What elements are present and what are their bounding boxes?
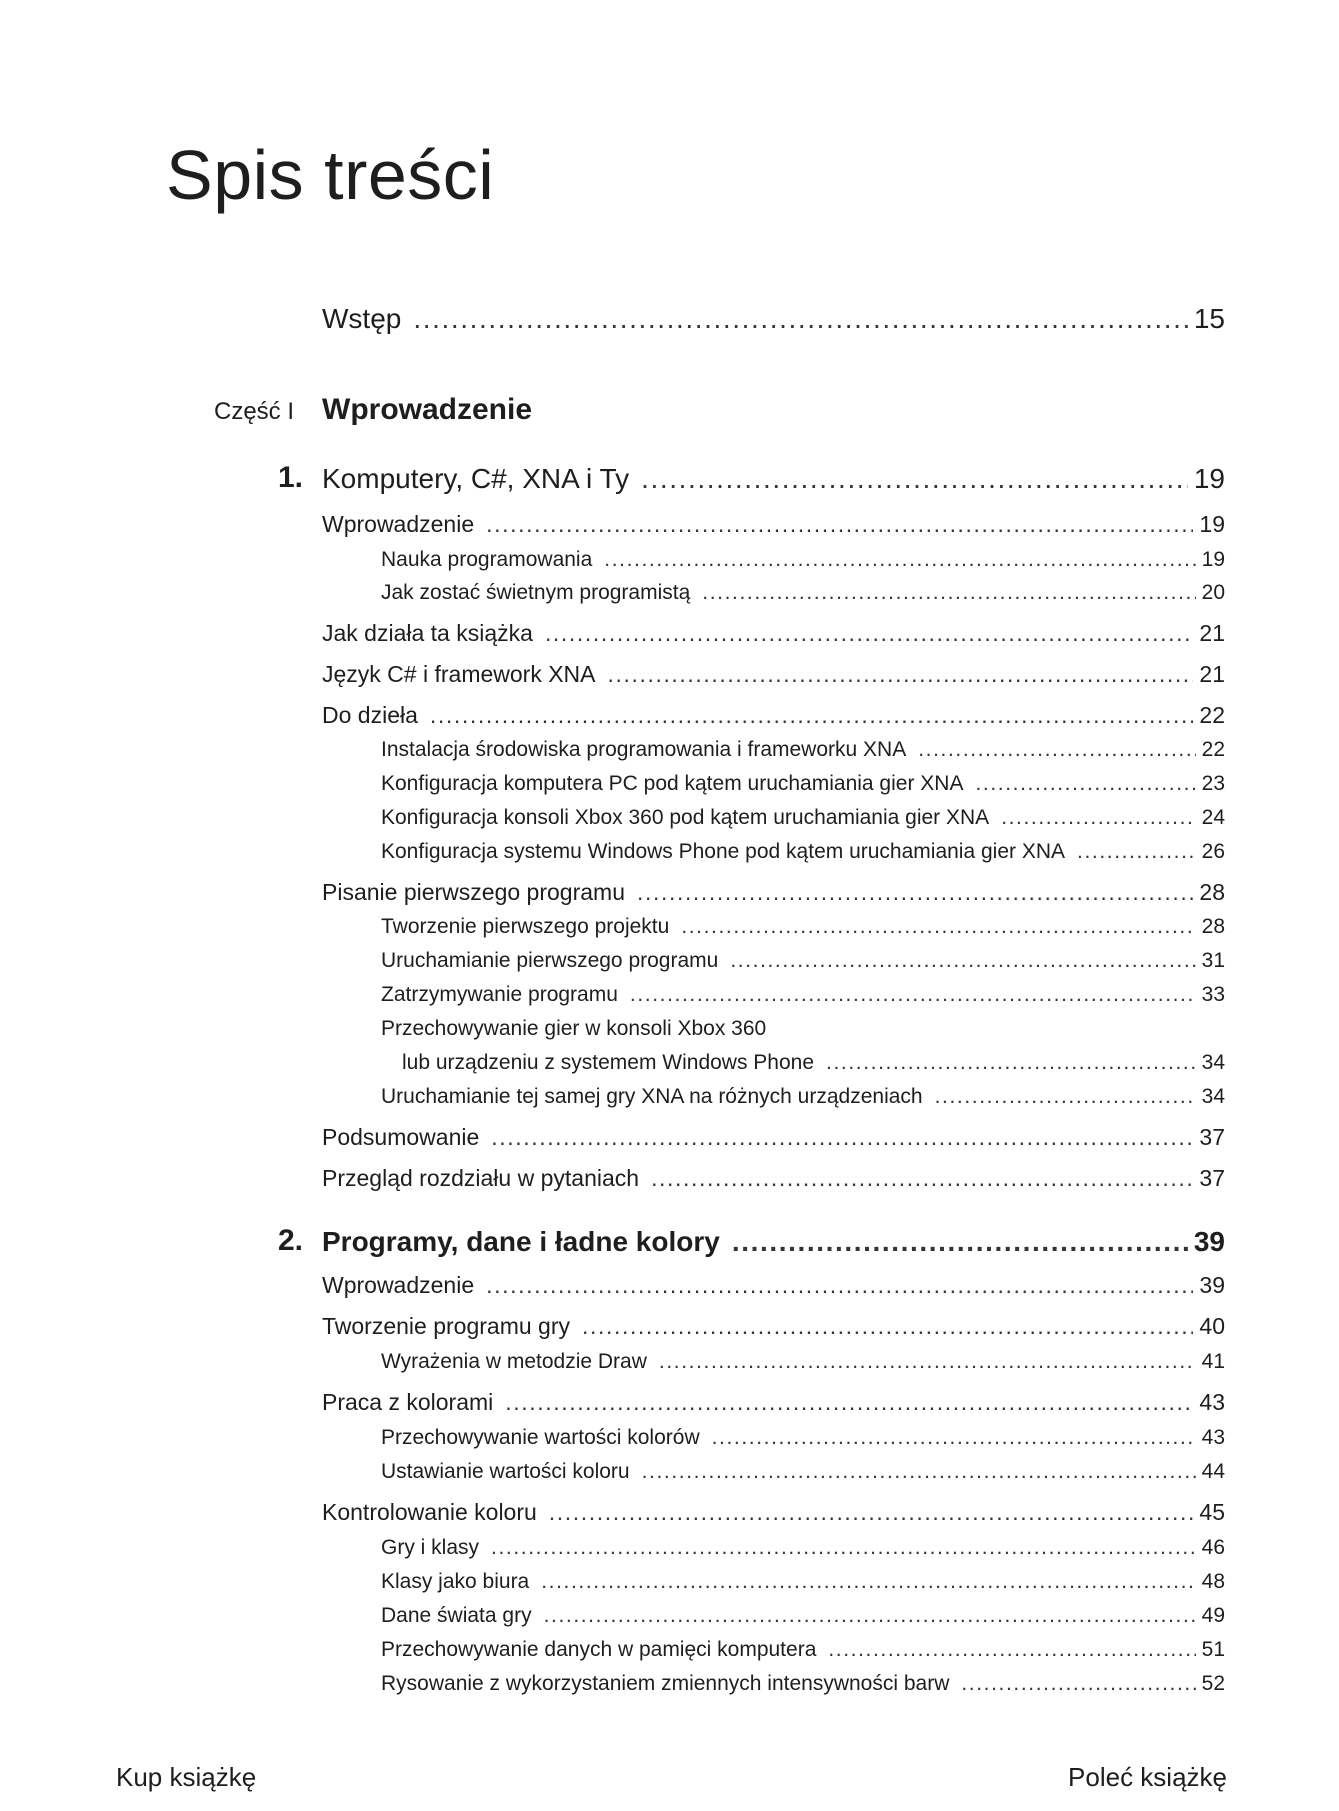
toc-entry-section[interactable] [322, 702, 1225, 729]
toc-entry-subsection[interactable] [381, 738, 1225, 762]
toc-entry-page: 45 [1199, 1499, 1225, 1525]
toc-entry-label: Język C# i framework XNA [322, 661, 596, 687]
toc-entry-page: 37 [1199, 1165, 1225, 1191]
dot-leader [582, 1313, 1193, 1340]
toc-entry-page: 43 [1199, 1389, 1225, 1415]
toc-entry-label: Wyrażenia w metodzie Draw [381, 1350, 647, 1373]
toc-entry-preface[interactable] [322, 303, 1225, 335]
toc-entry-label: Jak zostać świetnym programistą [381, 581, 691, 604]
toc-entry-label: Wprowadzenie [322, 511, 475, 537]
dot-leader [549, 1499, 1194, 1526]
dot-leader [730, 949, 1195, 973]
toc-entry-page: 31 [1201, 949, 1225, 972]
dot-leader [826, 1051, 1196, 1075]
dot-leader [544, 1604, 1196, 1628]
toc-entry-label: Praca z kolorami [322, 1389, 494, 1415]
dot-leader [486, 1272, 1193, 1299]
toc-entry-page: 43 [1201, 1426, 1225, 1449]
toc-entry-page: 26 [1201, 840, 1225, 863]
dot-leader [505, 1389, 1193, 1416]
dot-leader [1001, 806, 1195, 830]
toc-entry-label: Zatrzymywanie programu [381, 983, 618, 1006]
toc-entry-page: 22 [1201, 738, 1225, 761]
dot-leader [486, 511, 1193, 538]
dot-leader [413, 303, 1187, 335]
toc-entry-label: Klasy jako biura [381, 1570, 530, 1593]
chapter-number: 1. [277, 461, 303, 494]
toc-entry-label: Wstęp [322, 303, 402, 334]
toc-entry-page: 40 [1199, 1313, 1225, 1339]
toc-entry-label: Uruchamianie tej samej gry XNA na różnych urządzeniach [381, 1085, 923, 1108]
toc-entry-page: 41 [1201, 1350, 1225, 1373]
dot-leader [975, 772, 1195, 796]
toc-entry-page: 33 [1201, 983, 1225, 1006]
dot-leader [545, 620, 1193, 647]
dot-leader [712, 1426, 1196, 1450]
toc-entry-label: Do dzieła [322, 702, 418, 728]
toc-entry-page: 39 [1199, 1272, 1225, 1298]
toc-entry-subsection[interactable] [381, 1672, 1225, 1696]
toc-entry-subsection[interactable] [381, 1085, 1225, 1109]
toc-entry-page: 44 [1201, 1460, 1225, 1483]
dot-leader [430, 702, 1194, 729]
recommend-book-link[interactable]: Poleć książkę [1068, 1762, 1227, 1792]
toc-entry-label: Ustawianie wartości koloru [381, 1460, 630, 1483]
toc-entry-page: 15 [1193, 303, 1225, 334]
toc-entry-subsection[interactable] [381, 949, 1225, 973]
toc-entry-page: 20 [1201, 581, 1225, 604]
toc-entry-chapter[interactable] [322, 1226, 1225, 1258]
dot-leader [732, 1226, 1188, 1258]
dot-leader [918, 738, 1195, 762]
toc-entry-subsection[interactable] [381, 915, 1225, 939]
toc-entry-page: 49 [1201, 1604, 1225, 1627]
dot-leader [651, 1165, 1193, 1192]
toc-entry-page: 21 [1199, 661, 1225, 687]
part-title: Wprowadzenie [322, 393, 533, 426]
toc-entry-label: Przechowywanie danych w pamięci komputera [381, 1638, 817, 1661]
toc-entry-label: Rysowanie z wykorzystaniem zmiennych intensywności barw [381, 1672, 950, 1695]
toc-entry-subsection[interactable] [381, 1638, 1225, 1662]
toc-entry-label: Przechowywanie wartości kolorów [381, 1426, 700, 1449]
toc-entry-subsection[interactable] [381, 1426, 1225, 1450]
toc-entry-subsection[interactable] [381, 581, 1225, 605]
toc-entry-page: 28 [1199, 879, 1225, 905]
toc-entry-page: 51 [1201, 1638, 1225, 1661]
toc-entry-label: Konfiguracja systemu Windows Phone pod kątem uruchamiania gier XNA [381, 840, 1066, 863]
toc-entry-page: 34 [1201, 1085, 1225, 1108]
toc-entry-page: 23 [1201, 772, 1225, 795]
toc-entry-page: 48 [1201, 1570, 1225, 1593]
toc-entry-page: 22 [1199, 702, 1225, 728]
toc-entry-subsection[interactable] [402, 1051, 1225, 1075]
toc-entry-page: 46 [1201, 1536, 1225, 1559]
toc-entry-label: Programy, dane i ładne kolory [322, 1226, 720, 1257]
page-title: Spis treści [166, 136, 495, 214]
toc-entry-subsection[interactable] [381, 1604, 1225, 1628]
toc-entry-label: Tworzenie pierwszego projektu [381, 915, 670, 938]
dot-leader [659, 1350, 1196, 1374]
toc-entry-page: 37 [1199, 1124, 1225, 1150]
toc-entry-subsection[interactable] [381, 840, 1225, 864]
toc-entry-page: 21 [1199, 620, 1225, 646]
toc-entry-label: Kontrolowanie koloru [322, 1499, 537, 1525]
toc-entry-label: Wprowadzenie [322, 1272, 475, 1298]
toc-entry-subsection-first-line[interactable]: Przechowywanie gier w konsoli Xbox 360 [381, 1017, 767, 1040]
toc-entry-section[interactable] [322, 511, 1225, 538]
dot-leader [541, 1570, 1195, 1594]
part-label: Część I [214, 398, 295, 425]
toc-entry-label: Nauka programowania [381, 548, 593, 571]
dot-leader [637, 879, 1193, 906]
dot-leader [702, 581, 1195, 605]
toc-entry-label: Komputery, C#, XNA i Ty [322, 463, 630, 494]
toc-entry-page: 19 [1201, 548, 1225, 571]
dot-leader [491, 1536, 1196, 1560]
toc-entry-label: Gry i klasy [381, 1536, 480, 1559]
toc-entry-section[interactable] [322, 1313, 1225, 1340]
toc-entry-subsection[interactable] [381, 806, 1225, 830]
dot-leader [1077, 840, 1196, 864]
dot-leader [681, 915, 1195, 939]
dot-leader [630, 983, 1196, 1007]
toc-entry-label: Konfiguracja komputera PC pod kątem uruchamiania gier XNA [381, 772, 964, 795]
dot-leader [828, 1638, 1195, 1662]
toc-entry-section[interactable] [322, 1124, 1225, 1151]
toc-entry-label: Pisanie pierwszego programu [322, 879, 625, 905]
toc-entry-section[interactable] [322, 879, 1225, 906]
dot-leader [935, 1085, 1196, 1109]
toc-entry-label: Tworzenie programu gry [322, 1313, 570, 1339]
toc-entry-section[interactable] [322, 1389, 1225, 1416]
toc-entry-section[interactable] [322, 1165, 1225, 1192]
dot-leader [608, 661, 1194, 688]
toc-entry-label: Dane świata gry [381, 1604, 532, 1627]
toc-entry-label: Jak działa ta książka [322, 620, 533, 646]
toc-entry-subsection[interactable] [381, 1350, 1225, 1374]
toc-entry-page: 24 [1201, 806, 1225, 829]
toc-entry-page: 28 [1201, 915, 1225, 938]
toc-entry-section[interactable] [322, 1499, 1225, 1526]
buy-book-link[interactable]: Kup książkę [116, 1762, 257, 1792]
toc-entry-page: 52 [1201, 1672, 1225, 1695]
dot-leader [961, 1672, 1195, 1696]
toc-entry-label: lub urządzeniu z systemem Windows Phone [402, 1051, 815, 1074]
chapter-number: 2. [277, 1224, 303, 1257]
dot-leader [642, 1460, 1196, 1484]
toc-entry-page: 39 [1193, 1226, 1225, 1257]
toc-entry-section[interactable] [322, 1272, 1225, 1299]
toc-entry-subsection[interactable] [381, 1536, 1225, 1560]
toc-entry-page: 34 [1201, 1051, 1225, 1074]
toc-entry-label: Uruchamianie pierwszego programu [381, 949, 719, 972]
toc-entry-label: Konfiguracja konsoli Xbox 360 pod kątem uruchamiania gier XNA [381, 806, 990, 829]
dot-leader [491, 1124, 1193, 1151]
toc-entry-subsection[interactable] [381, 772, 1225, 796]
toc-entry-page: 19 [1199, 511, 1225, 537]
toc-entry-subsection[interactable] [381, 983, 1225, 1007]
toc-entry-section[interactable] [322, 620, 1225, 647]
toc-entry-label: Podsumowanie [322, 1124, 480, 1150]
toc-entry-label: Instalacja środowiska programowania i frameworku XNA [381, 738, 907, 761]
toc-entry-chapter[interactable] [322, 463, 1225, 495]
toc-entry-subsection[interactable] [381, 548, 1225, 572]
toc-entry-label: Przegląd rozdziału w pytaniach [322, 1165, 640, 1191]
toc-entry-section[interactable] [322, 661, 1225, 688]
toc-entry-subsection[interactable] [381, 1460, 1225, 1484]
toc-entry-subsection[interactable] [381, 1570, 1225, 1594]
toc-entry-page: 19 [1193, 463, 1225, 494]
dot-leader [641, 463, 1188, 495]
dot-leader [604, 548, 1195, 572]
